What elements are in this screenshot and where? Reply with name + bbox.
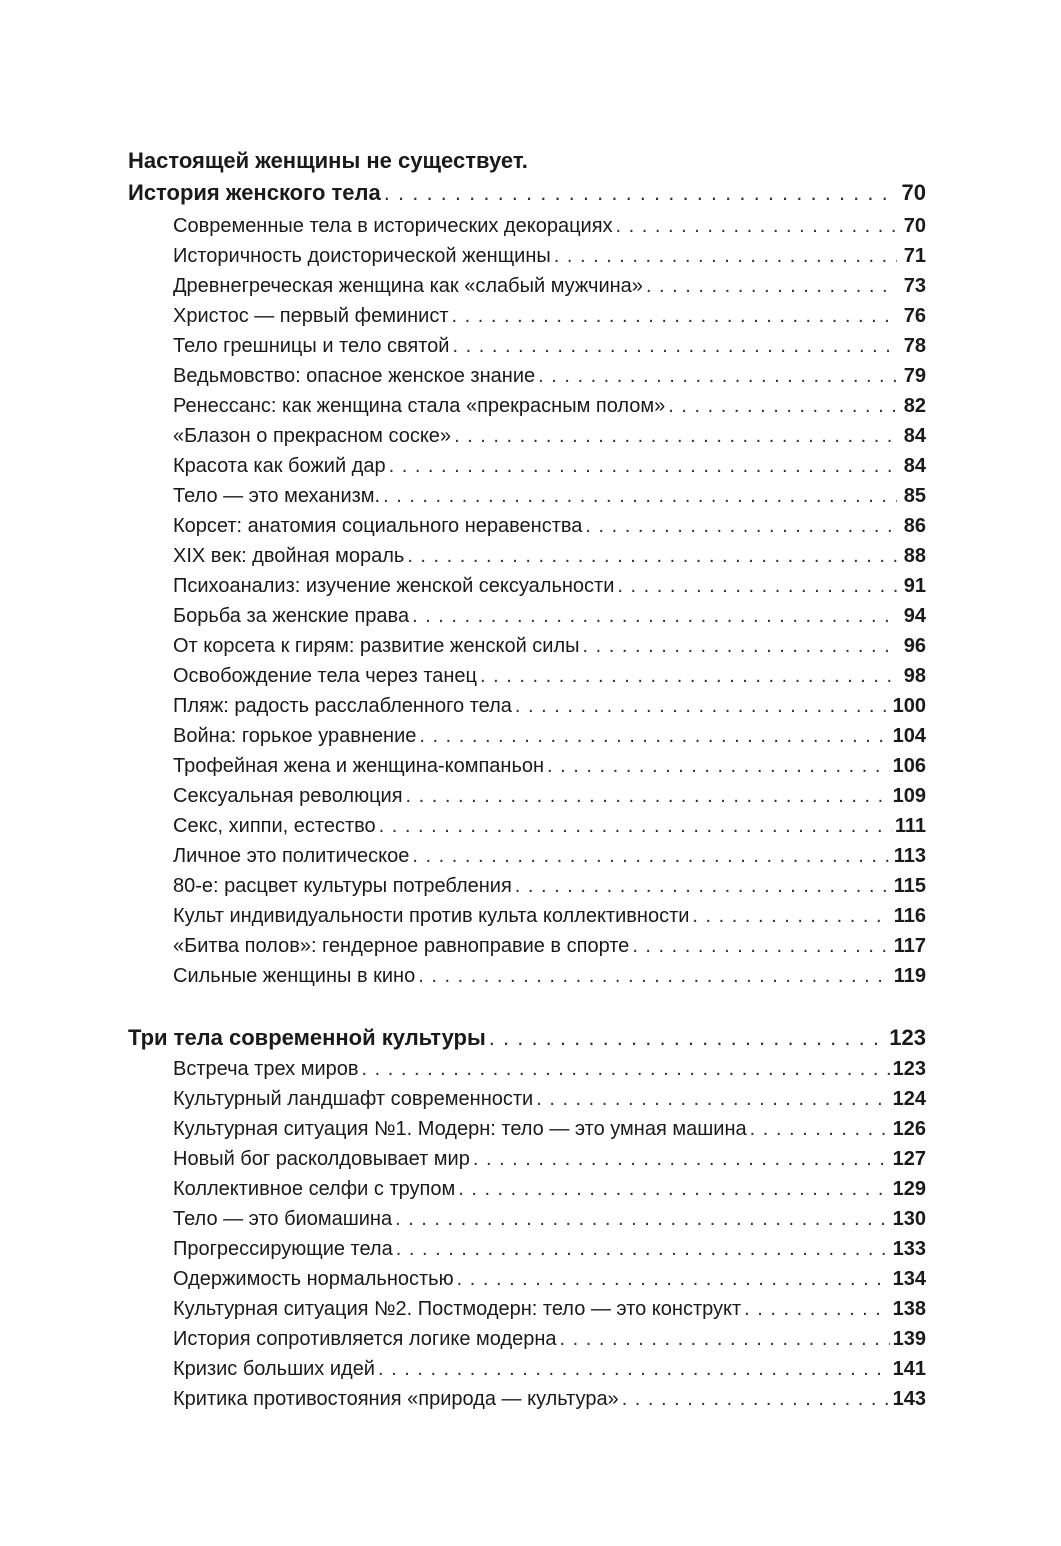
toc-entry-title: Корсет: анатомия социального неравенства (173, 515, 583, 537)
toc-entry[interactable] (128, 331, 926, 361)
dot-leader (419, 721, 889, 751)
toc-entry-page-number: 98 (903, 665, 926, 687)
toc-entry-title: Секс, хиппи, естество (173, 815, 376, 837)
toc-entry[interactable] (128, 271, 926, 301)
toc-entry[interactable] (128, 241, 926, 271)
toc-entry[interactable] (128, 451, 926, 481)
toc-entry[interactable] (128, 541, 926, 571)
toc-entry-page-number: 84 (903, 425, 926, 447)
dot-leader (668, 391, 897, 421)
toc-entry[interactable] (128, 931, 926, 961)
toc-entry-title: Историчность доисторической женщины (173, 245, 551, 267)
dot-leader (412, 601, 897, 631)
toc-entry[interactable] (128, 1294, 926, 1324)
toc-entry[interactable] (128, 811, 926, 841)
toc-entry-page-number: 138 (892, 1298, 926, 1320)
dot-leader (489, 1021, 887, 1054)
toc-entry[interactable] (128, 1204, 926, 1234)
toc-entry[interactable] (128, 481, 926, 511)
chapter-page-number: 70 (901, 180, 926, 205)
dot-leader (750, 1114, 890, 1144)
dot-leader (389, 451, 897, 481)
dot-leader (412, 841, 890, 871)
chapter-title: История женского тела (128, 180, 381, 205)
chapter-title-row[interactable] (128, 1021, 926, 1054)
toc-entry-title: Культурная ситуация №2. Постмодерн: тело — это конструкт (173, 1298, 742, 1320)
dot-leader (536, 1084, 889, 1114)
toc-entry-title: Пляж: радость расслабленного тела (173, 695, 512, 717)
dot-leader (554, 241, 897, 271)
toc-entry-title: Сексуальная революция (173, 785, 403, 807)
toc-entry-page-number: 82 (903, 395, 926, 417)
table-of-contents (128, 143, 926, 1414)
toc-entry-page-number: 127 (892, 1148, 926, 1170)
toc-entry-page-number: 143 (892, 1388, 926, 1410)
toc-entry-page-number: 119 (893, 965, 926, 987)
chapter-2 (128, 1021, 926, 1414)
dot-leader (480, 661, 897, 691)
toc-entry-title: XIX век: двойная мораль (173, 545, 405, 567)
toc-entry[interactable] (128, 1384, 926, 1414)
toc-entry-page-number: 139 (892, 1328, 926, 1350)
toc-entry-title: Тело грешницы и тело святой (173, 335, 450, 357)
toc-entry-title: Трофейная жена и женщина-компаньон (173, 755, 545, 777)
dot-leader (538, 361, 897, 391)
toc-entry-title: Встреча трех миров (173, 1058, 359, 1080)
dot-leader (457, 1264, 890, 1294)
toc-entry-page-number: 70 (903, 215, 926, 237)
toc-entry-title: Кризис больших идей (173, 1358, 375, 1380)
toc-entry[interactable] (128, 841, 926, 871)
toc-entry-title: Личное это политическое (173, 845, 410, 867)
toc-entry[interactable] (128, 1084, 926, 1114)
toc-entry[interactable] (128, 661, 926, 691)
toc-entry-page-number: 129 (892, 1178, 926, 1200)
dot-leader (383, 481, 897, 511)
dot-leader (452, 301, 898, 331)
toc-entry-page-number: 91 (903, 575, 926, 597)
toc-entry-page-number: 85 (903, 485, 926, 507)
toc-entry[interactable] (128, 421, 926, 451)
dot-leader (458, 1174, 889, 1204)
chapter-title: Три тела современной культуры (128, 1025, 486, 1050)
toc-entry-title: Борьба за женские права (173, 605, 410, 627)
toc-entry-title: Древнегреческая женщина как «слабый мужчина» (173, 275, 643, 297)
dot-leader (406, 781, 890, 811)
dot-leader (407, 541, 897, 571)
toc-entry[interactable] (128, 901, 926, 931)
dot-leader (452, 331, 897, 361)
toc-entry-page-number: 141 (892, 1358, 926, 1380)
toc-entry-page-number: 94 (903, 605, 926, 627)
dot-leader (454, 421, 897, 451)
toc-entry-page-number: 88 (903, 545, 926, 567)
toc-entry-page-number: 115 (893, 875, 926, 897)
dot-leader (396, 1234, 890, 1264)
toc-entry-title: Современные тела в исторических декорациях (173, 215, 613, 237)
dot-leader (515, 871, 891, 901)
toc-entry[interactable] (128, 781, 926, 811)
toc-entry-page-number: 111 (894, 815, 926, 837)
toc-entry-title: История сопротивляется логике модерна (173, 1328, 557, 1350)
toc-entry[interactable] (128, 391, 926, 421)
toc-entry-page-number: 78 (903, 335, 926, 357)
toc-entry-title: От корсета к гирям: развитие женской силы (173, 635, 580, 657)
dot-leader (560, 1324, 890, 1354)
toc-entry-title: Одержимость нормальностью (173, 1268, 454, 1290)
toc-entry-title: Психоанализ: изучение женской сексуальности (173, 575, 615, 597)
toc-entry-page-number: 109 (892, 785, 926, 807)
toc-entry[interactable] (128, 211, 926, 241)
dot-leader (418, 961, 891, 991)
toc-entry[interactable] (128, 691, 926, 721)
toc-entry-title: Красота как божий дар (173, 455, 386, 477)
dot-leader (632, 931, 890, 961)
dot-leader (616, 211, 897, 241)
toc-entry-page-number: 116 (893, 905, 926, 927)
toc-entry-page-number: 113 (893, 845, 926, 867)
toc-entry-title: Новый бог расколдовывает мир (173, 1148, 470, 1170)
toc-entry[interactable] (128, 601, 926, 631)
toc-entry-page-number: 86 (903, 515, 926, 537)
toc-entry[interactable] (128, 1144, 926, 1174)
toc-entry-title: Культурная ситуация №1. Модерн: тело — это умная машина (173, 1118, 747, 1140)
toc-entry-title: Культ индивидуальности против культа коллективности (173, 905, 690, 927)
toc-entry-page-number: 73 (903, 275, 926, 297)
dot-leader (744, 1294, 889, 1324)
toc-entry[interactable] (128, 301, 926, 331)
toc-entry[interactable] (128, 571, 926, 601)
toc-entry-page-number: 100 (892, 695, 926, 717)
toc-entry-page-number: 104 (892, 725, 926, 747)
dot-leader (378, 1354, 890, 1384)
toc-entry-page-number: 134 (892, 1268, 926, 1290)
toc-entry-title: Освобождение тела через танец (173, 665, 478, 687)
toc-entry-page-number: 84 (903, 455, 926, 477)
toc-entry-page-number: 117 (893, 935, 926, 957)
dot-leader (395, 1204, 890, 1234)
toc-entry-page-number: 106 (892, 755, 926, 777)
toc-entry-title: Христос — первый феминист (173, 305, 449, 327)
toc-entry-page-number: 130 (892, 1208, 926, 1230)
toc-entry-title: Тело — это биомашина (173, 1208, 393, 1230)
toc-entry[interactable] (128, 1264, 926, 1294)
toc-entry-title: Сильные женщины в кино (173, 965, 416, 987)
toc-entry-title: Коллективное селфи с трупом (173, 1178, 456, 1200)
toc-entry[interactable] (128, 361, 926, 391)
section-list (128, 211, 926, 991)
chapter-1 (128, 143, 926, 991)
toc-entry[interactable] (128, 511, 926, 541)
toc-entry-title: Прогрессирующие тела (173, 1238, 393, 1260)
toc-entry-page-number: 123 (892, 1058, 926, 1080)
toc-entry-title: 80-е: расцвет культуры потребления (173, 875, 512, 897)
toc-entry-page-number: 133 (892, 1238, 926, 1260)
dot-leader (473, 1144, 890, 1174)
dot-leader (622, 1384, 890, 1414)
dot-leader (692, 901, 890, 931)
section-list (128, 1054, 926, 1414)
toc-entry[interactable] (128, 631, 926, 661)
toc-entry-title: Война: горькое уравнение (173, 725, 417, 747)
dot-leader (617, 571, 897, 601)
toc-entry-title: Тело — это механизм. (173, 485, 381, 507)
dot-leader (646, 271, 897, 301)
toc-entry-page-number: 126 (892, 1118, 926, 1140)
toc-entry[interactable] (128, 961, 926, 991)
dot-leader (384, 176, 897, 209)
toc-entry-title: Ведьмовство: опасное женское знание (173, 365, 536, 387)
chapter-title-row[interactable] (128, 176, 926, 209)
dot-leader (583, 631, 897, 661)
toc-entry-page-number: 79 (903, 365, 926, 387)
toc-entry-page-number: 96 (903, 635, 926, 657)
dot-leader (515, 691, 890, 721)
toc-entry[interactable] (128, 721, 926, 751)
toc-entry[interactable] (128, 1174, 926, 1204)
chapter-title-line1: Настоящей женщины не существует. (128, 148, 528, 173)
toc-entry-page-number: 71 (903, 245, 926, 267)
toc-entry[interactable] (128, 1054, 926, 1084)
toc-entry-title: Культурный ландшафт современности (173, 1088, 534, 1110)
dot-leader (379, 811, 892, 841)
chapter-page-number: 123 (889, 1025, 926, 1050)
toc-entry-title: Критика противостояния «природа — культура» (173, 1388, 619, 1410)
toc-entry[interactable] (128, 1354, 926, 1384)
toc-entry[interactable] (128, 1324, 926, 1354)
toc-entry[interactable] (128, 871, 926, 901)
toc-entry[interactable] (128, 751, 926, 781)
dot-leader (362, 1054, 890, 1084)
toc-entry[interactable] (128, 1234, 926, 1264)
dot-leader (547, 751, 890, 781)
toc-entry-title: «Блазон о прекрасном соске» (173, 425, 452, 447)
toc-entry[interactable] (128, 1114, 926, 1144)
toc-entry-page-number: 76 (903, 305, 926, 327)
dot-leader (585, 511, 897, 541)
toc-entry-page-number: 124 (892, 1088, 926, 1110)
toc-entry-title: Ренессанс: как женщина стала «прекрасным полом» (173, 395, 666, 417)
toc-entry-title: «Битва полов»: гендерное равноправие в спорте (173, 935, 630, 957)
